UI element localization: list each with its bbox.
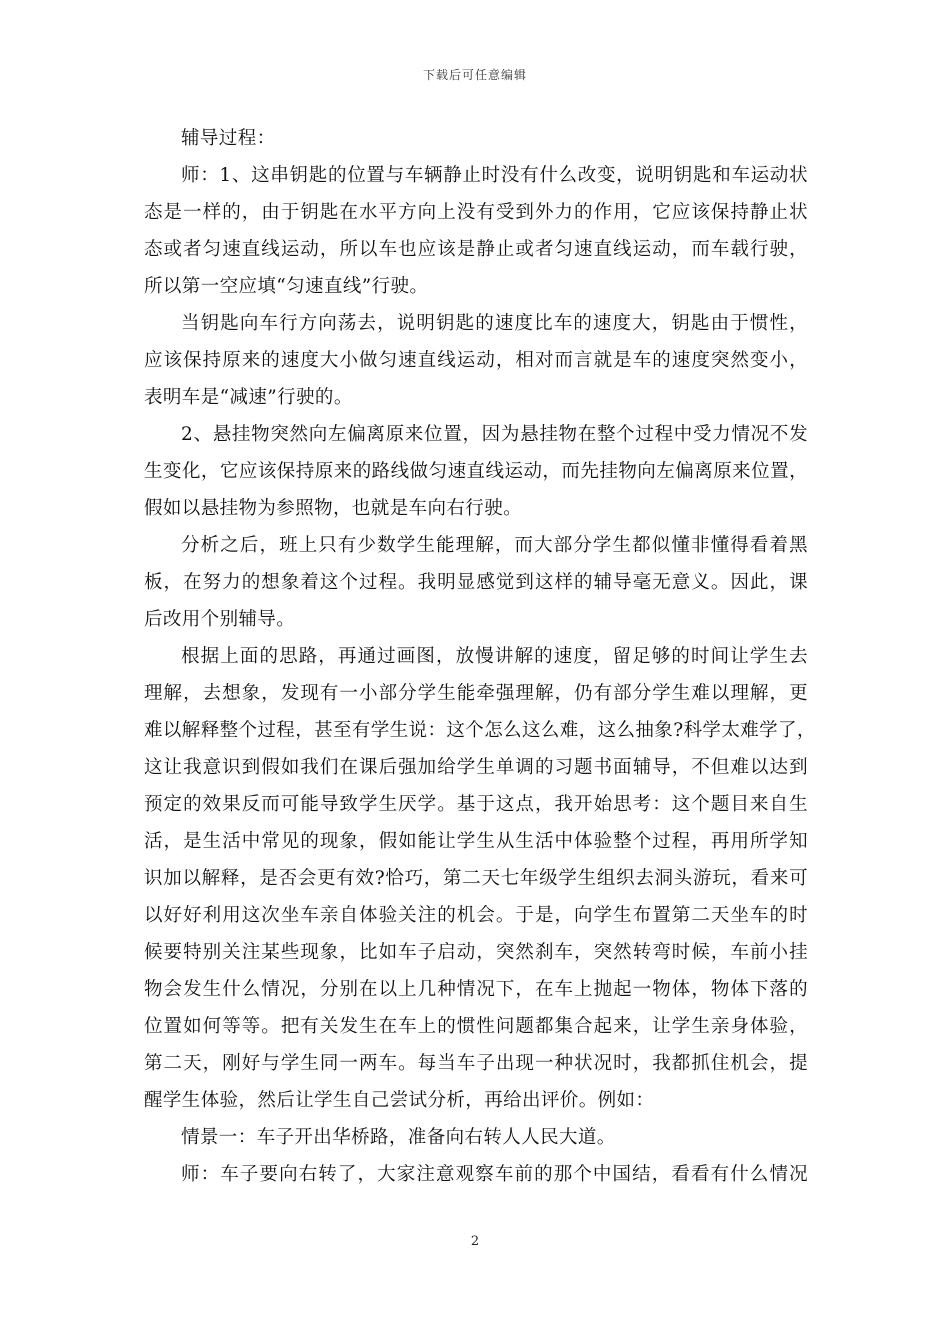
text-line: 第二天，刚好与学生同一两车。每当车子出现一种状况时，我都抓住机会，提 — [144, 1053, 808, 1074]
text-line: 根据上面的思路，再通过画图，放慢讲解的速度，留足够的时间让学生去 — [181, 646, 808, 667]
text-line: 理解，去想象，发现有一小部分学生能牵强理解，仍有部分学生难以理解，更 — [144, 683, 808, 704]
text-line: 活，是生活中常见的现象，假如能让学生从生活中体验整个过程，再用所学知 — [144, 831, 808, 852]
text-line: 应该保持原来的速度大小做匀速直线运动，相对而言就是车的速度突然变小， — [144, 350, 808, 371]
text-line: 后改用个别辅导。 — [144, 609, 296, 630]
text-line: 这让我意识到假如我们在课后强加给学生单调的习题书面辅导，不但难以达到 — [144, 757, 808, 778]
document-body — [144, 120, 816, 1193]
text-line: 物会发生什么情况，分别在以上几种情况下，在车上抛起一物体，物体下落的 — [144, 979, 808, 1000]
text-line: 识加以解释，是否会更有效?恰巧，第二天七年级学生组织去洞头游玩，看来可 — [144, 868, 808, 889]
text-line: 所以第一空应填“匀速直线”行驶。 — [144, 276, 429, 297]
text-line: 当钥匙向车行方向荡去，说明钥匙的速度比车的速度大，钥匙由于惯性， — [181, 313, 808, 334]
text-line: 预定的效果反而可能导致学生厌学。基于这点，我开始思考：这个题目来自生 — [144, 794, 808, 815]
text-line: 师：1、这串钥匙的位置与车辆静止时没有什么改变，说明钥匙和车运动状 — [181, 165, 808, 186]
text-line: 辅导过程： — [181, 128, 276, 149]
text-line: 师：车子要向右转了，大家注意观察车前的那个中国结，看看有什么情况 — [181, 1164, 808, 1185]
text-line: 2、悬挂物突然向左偏离原来位置，因为悬挂物在整个过程中受力情况不发 — [181, 424, 808, 445]
page-header: 下载后可任意编辑 — [422, 68, 527, 82]
text-line: 以好好利用这次坐车亲自体验关注的机会。于是，向学生布置第二天坐车的时 — [144, 905, 808, 926]
text-line: 态是一样的，由于钥匙在水平方向上没有受到外力的作用，它应该保持静止状 — [144, 202, 808, 223]
text-line: 分析之后，班上只有少数学生能理解，而大部分学生都似懂非懂得看着黑 — [181, 535, 808, 556]
text-line: 板，在努力的想象着这个过程。我明显感觉到这样的辅导毫无意义。因此，课 — [144, 572, 808, 593]
text-line: 假如以悬挂物为参照物，也就是车向右行驶。 — [144, 498, 523, 519]
text-line: 位置如何等等。把有关发生在车上的惯性问题都集合起来，让学生亲身体验， — [144, 1016, 808, 1037]
text-line: 生变化，它应该保持原来的路线做匀速直线运动，而先挂物向左偏离原来位置， — [144, 461, 808, 482]
text-line: 候要特别关注某些现象，比如车子启动，突然刹车，突然转弯时候，车前小挂 — [144, 942, 808, 963]
text-line: 难以解释整个过程，甚至有学生说：这个怎么这么难，这么抽象?科学太难学了， — [144, 720, 816, 741]
text-line: 醒学生体验，然后让学生自己尝试分析，再给出评价。例如： — [144, 1090, 655, 1111]
text-line: 态或者匀速直线运动，所以车也应该是静止或者匀速直线运动，而车载行驶， — [144, 239, 808, 260]
page-number: 2 — [470, 1234, 480, 1249]
text-line: 表明车是“减速”行驶的。 — [144, 387, 353, 408]
text-line: 情景一：车子开出华桥路，准备向右转人人民大道。 — [181, 1127, 616, 1148]
